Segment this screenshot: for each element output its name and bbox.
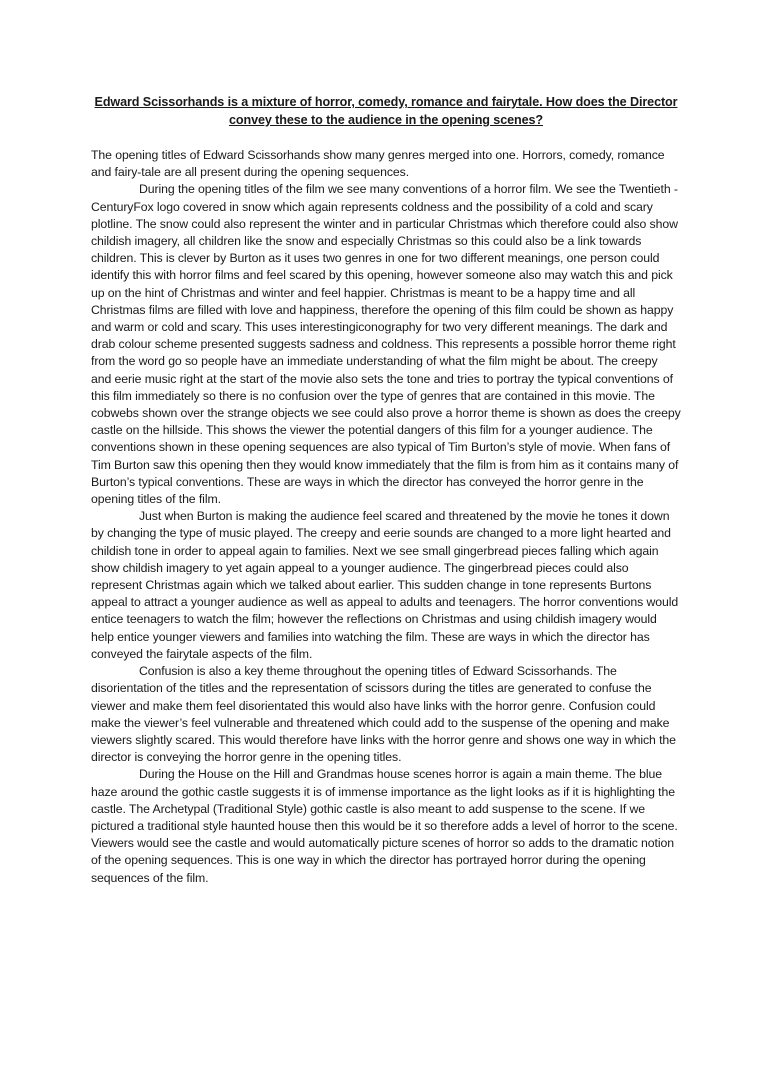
essay-title: Edward Scissorhands is a mixture of horror, comedy, romance and fairytale. How does the Director convey these to the audience in the opening scenes? xyxy=(94,95,678,127)
paragraph-house-on-hill: During the House on the Hill and Grandmas house scenes horror is again a main theme. The blue haze around the gothic castle suggests it is of immense importance as the light looks as if it is highlighting the castle. The Archetypal (Traditional Style) gothic castle is also meant to add suspense to the scene. If we pictured a traditional style haunted house then this would be it so therefore adds a level of horror to the scene. Viewers would see the castle and would automatically picture scenes of horror so adds to the dramatic notion of the opening sequences. This is one way in which the director has portrayed horror during the opening sequences of the film. xyxy=(91,767,678,885)
paragraph-tone-change: Just when Burton is making the audience feel scared and threatened by the movie he tones it down by changing the type of music played. The creepy and eerie sounds are changed to a more light hearted and childish tone in order to appeal again to families. Next we see small gingerbread pieces falling which again show childish imagery to yet again appeal to a younger audience. The gingerbread pieces could also represent Christmas again which we talked about earlier. This sudden change in tone represents Burtons appeal to attract a younger audience as well as appeal to adults and teenagers. The horror conventions would entice teenagers to watch the film; however the reflections on Christmas and using childish imagery would help entice younger viewers and families into watching the film. These are ways in which the director has conveyed the fairytale aspects of the film. xyxy=(91,509,679,661)
document-page xyxy=(91,93,681,887)
paragraph-horror-conventions: During the opening titles of the film we see many conventions of a horror film. We see the Twentieth - CenturyFox logo covered in snow which again represents coldness and the possibility of a cold and scary plotline. The snow could also represent the winter and in particular Christmas which therefore could also show childish imagery, all children like the snow and especially Christmas so this could also be a link towards children. This is clever by Burton as it uses two genres in one for two different meanings, one person could identify this with horror films and feel scared by this opening, however someone also may watch this and pick up on the hint of Christmas and winter and feel happier. Christmas is meant to be a happy time and all Christmas films are filled with love and happiness, therefore the opening of this film could be shown as happy and warm or cold and scary. This uses interestingiconography for two very different meanings. The dark and drab colour scheme presented suggests sadness and coldness. This represents a possible horror theme right from the word go so people have an immediate understanding of what the film might be about. The creepy and eerie music right at the start of the movie also sets the tone and tries to portray the typical conventions of this film immediately so there is no confusion over the type of genres that are contained in this movie. The cobwebs shown over the strange objects we see could also prove a horror theme is shown as does the creepy castle on the hillside. This shows the viewer the potential dangers of this film for a younger audience. The conventions shown in these opening sequences are also typical of Tim Burton’s style of movie. When fans of Tim Burton saw this opening then they would know immediately that the film is from him as it contains many of Burton’s typical conventions. These are ways in which the director has conveyed the horror genre in the opening titles of the film. xyxy=(91,182,681,507)
paragraph-intro: The opening titles of Edward Scissorhands show many genres merged into one. Horrors, comedy, romance and fairy-tale are all present during the opening sequences. xyxy=(91,148,665,180)
paragraph-confusion: Confusion is also a key theme throughout the opening titles of Edward Scissorhands. The disorientation of the titles and the representation of scissors during the titles are generated to confuse the viewer and make them feel disorientated this would also have links with the horror genre. Confusion could make the viewer’s feel vulnerable and threatened which could add to the suspense of the opening and make viewers slightly scared. This would therefore have links with the horror genre and shows one way in which the director is conveying the horror genre in the opening titles. xyxy=(91,664,676,765)
